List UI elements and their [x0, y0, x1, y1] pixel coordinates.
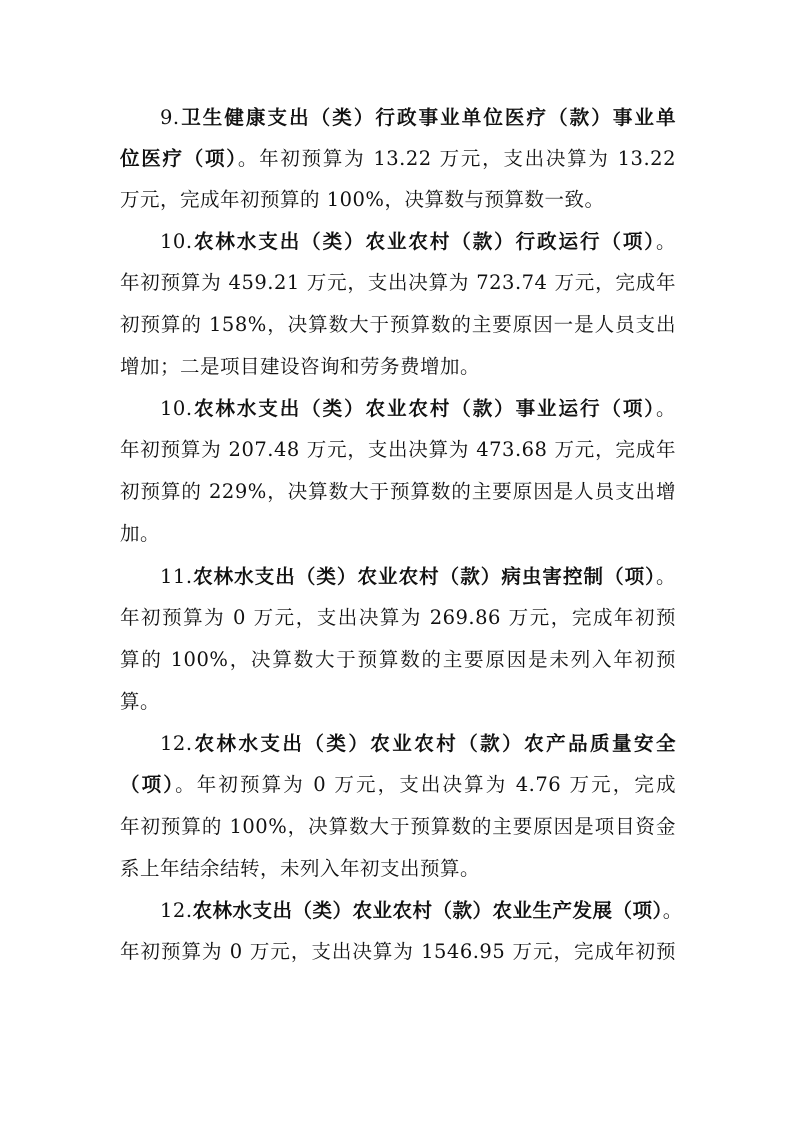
paragraph-line	[120, 646, 676, 674]
item-heading: 农林水支出（类）农业农村（款）事业运行（项）	[192, 397, 656, 420]
paragraph-line	[120, 186, 604, 214]
item-text: 年初预算为 0 万元，支出决算为 269.86 万元，完成年初预	[120, 606, 676, 629]
item-text: 初预算的 158%，决算数大于预算数的主要原因一是人员支出	[120, 313, 676, 336]
item-number: 12.	[160, 899, 193, 922]
paragraph-line	[160, 104, 676, 132]
paragraph-line	[120, 353, 480, 381]
item-number: 12.	[160, 732, 193, 755]
item-text: 算。	[120, 690, 161, 713]
item-text: 算的 100%，决算数大于预算数的主要原因是未列入年初预	[120, 648, 676, 671]
paragraph-line	[120, 688, 160, 716]
item-heading: 农林水支出（类）农业农村（款）农业生产发展（项）	[192, 899, 663, 922]
item-text: 。年初预算为 13.22 万元，支出决算为 13.22	[237, 147, 676, 170]
item-heading: 农林水支出（类）农业农村（款）农产品质量安全	[192, 732, 676, 755]
item-number: 10.	[160, 230, 193, 253]
item-heading: 农林水支出（类）农业农村（款）行政运行（项）	[192, 230, 656, 253]
paragraph-line	[120, 604, 676, 632]
paragraph-line	[120, 520, 160, 548]
paragraph-line	[160, 563, 676, 591]
item-heading: （项）	[120, 773, 176, 796]
paragraph-line	[120, 269, 676, 297]
paragraph-line	[160, 730, 676, 758]
item-text: 。	[655, 230, 676, 253]
item-text: 万元，完成年初预算的 100%，决算数与预算数一致。	[120, 188, 605, 211]
item-text: 年初预算为 0 万元，支出决算为 1546.95 万元，完成年初预	[120, 940, 676, 963]
item-text: 年初预算为 459.21 万元，支出决算为 723.74 万元，完成年	[120, 271, 676, 294]
item-text: 。	[655, 565, 676, 588]
item-heading: 位医疗（项）	[120, 147, 238, 170]
item-text: 增加；二是项目建设咨询和劳务费增加。	[120, 355, 481, 378]
paragraph-line	[120, 478, 676, 506]
item-number: 11.	[160, 565, 193, 588]
item-heading: 农林水支出（类）农业农村（款）病虫害控制（项）	[192, 565, 656, 588]
item-text: 年初预算的 100%，决算数大于预算数的主要原因是项目资金	[120, 815, 676, 838]
paragraph-line	[120, 771, 676, 799]
item-text: 。年初预算为 0 万元，支出决算为 4.76 万元，完成	[175, 773, 676, 796]
item-number: 9.	[160, 106, 180, 129]
paragraph-line	[120, 855, 480, 883]
paragraph-line	[160, 897, 683, 925]
item-text: 年初预算为 207.48 万元，支出决算为 473.68 万元，完成年	[120, 438, 676, 461]
paragraph-line	[120, 436, 676, 464]
paragraph-line	[120, 938, 676, 966]
item-text: 。	[662, 899, 683, 922]
paragraph-line	[120, 311, 676, 339]
item-text: 系上年结余结转，未列入年初支出预算。	[120, 857, 481, 880]
paragraph-line	[120, 145, 676, 173]
paragraph-line	[160, 395, 676, 423]
paragraph-line	[160, 228, 676, 256]
item-text: 。	[655, 397, 676, 420]
item-heading: 卫生健康支出（类）行政事业单位医疗（款）事业单	[179, 106, 676, 129]
item-number: 10.	[160, 397, 193, 420]
item-text: 初预算的 229%，决算数大于预算数的主要原因是人员支出增	[120, 480, 676, 503]
paragraph-line	[120, 813, 676, 841]
item-text: 加。	[120, 522, 161, 545]
